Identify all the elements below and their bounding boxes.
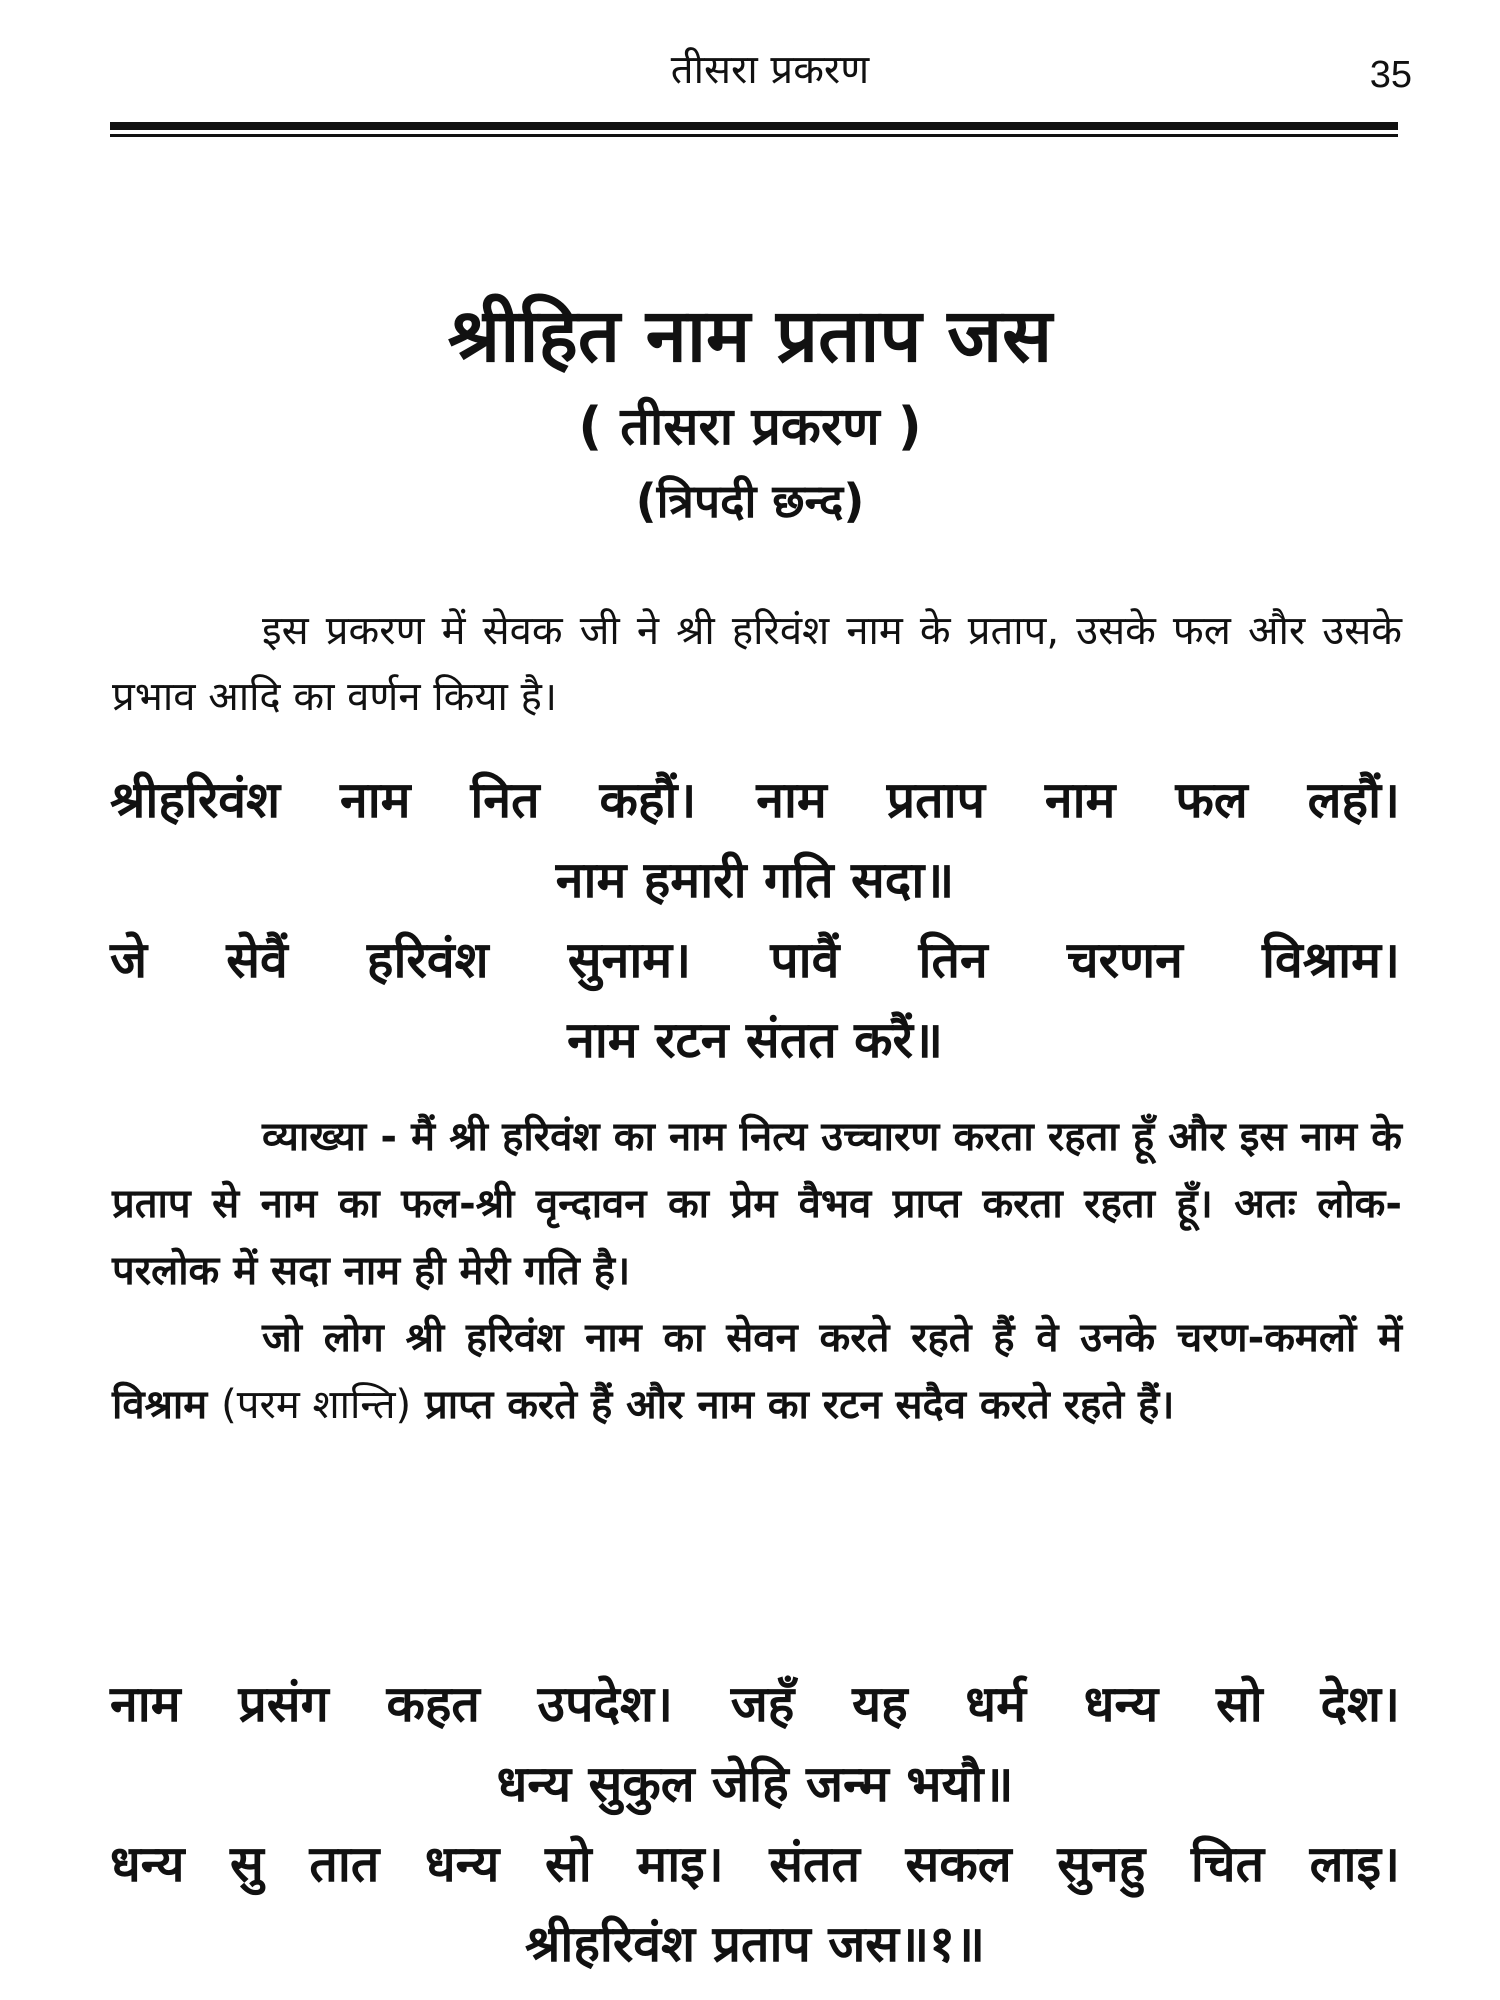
verse-line: धन्य सु तात धन्य सो माइ। संतत सकल सुनहु चित लाइ। [110,1835,1400,1893]
chapter-subtitle: ( तीसरा प्रकरण ) [578,397,922,457]
verse-line: जे सेवैं हरिवंश सुनाम। पावैं तिन चरणन विश्राम। [110,931,1400,989]
verse-block-2 [110,1664,1400,1984]
header-rule-thin [110,134,1398,137]
header-rule-thick [110,122,1398,130]
verse-refrain: नाम हमारी गति सदा॥ [555,851,955,909]
running-title: तीसरा प्रकरण [670,47,870,93]
intro-paragraph: इस प्रकरण में सेवक जी ने श्री हरिवंश नाम के प्रताप, उसके फल और उसके प्रभाव आदि का वर्णन किया है। [112,608,1402,720]
commentary [112,1104,1402,1439]
verse-refrain: नाम रटन संतत करैं॥ [567,1011,943,1069]
chapter-title: श्रीहित नाम प्रताप जस [447,293,1053,379]
verse-block-1 [110,760,1400,1080]
commentary-paragraph [112,1305,1402,1439]
commentary-text: प्राप्त करते हैं और नाम का रटन सदैव करते रहते हैं। [425,1382,1175,1428]
commentary-parenthetical: (परम शान्ति) [221,1382,412,1428]
page-number: 35 [1369,54,1412,96]
commentary-paragraph: व्याख्या - मैं श्री हरिवंश का नाम नित्य उच्चारण करता रहता हूँ और इस नाम के प्रताप से नाम का फल-श्री वृन्दावन का प्रेम वैभव प्राप्त करता रहता हूँ। अतः लोक-परलोक में सदा नाम ही मेरी गति है। [112,1114,1402,1294]
verse-line: नाम प्रसंग कहत उपदेश। जहँ यह धर्म धन्य सो देश। [110,1675,1400,1733]
commentary-text: जो लोग श्री हरिवंश नाम का सेवन करते रहते हैं वे उनके चरण-कमलों में विश्राम [112,1315,1402,1428]
verse-refrain: धन्य सुकुल जेहि जन्म भयौ॥ [496,1755,1014,1813]
verse-refrain: श्रीहरिवंश प्रताप जस॥१॥ [524,1915,985,1973]
metre-label: (त्रिपदी छन्द) [635,474,865,528]
running-header [0,38,1500,98]
verse-line: श्रीहरिवंश नाम नित कहौं। नाम प्रताप नाम फल लहौं। [110,771,1400,829]
